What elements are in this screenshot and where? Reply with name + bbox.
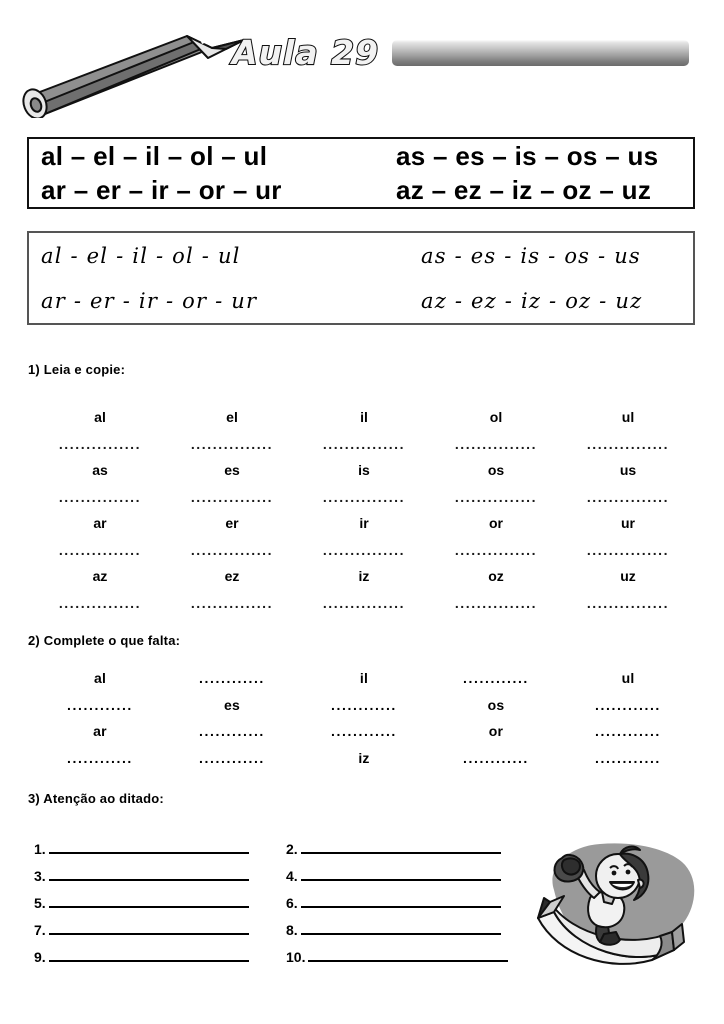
dictation-answer-line[interactable] [301,919,501,935]
syllable-cell: al [94,409,106,426]
blank-cell[interactable]: ............ [595,749,661,766]
dictation-answer-line[interactable] [49,838,249,854]
dictation-answer-line[interactable] [301,892,501,908]
dotted-copy-line[interactable]: ............... [454,594,538,611]
syllable-cell: oz [488,568,504,585]
syllable-cell: al [93,670,107,687]
dotted-copy-line[interactable]: ............... [190,488,274,505]
syllable-row [34,404,694,431]
print-syllables-left: al – el – il – ol – ul [41,140,268,171]
exercise2-title: 2) Complete o que falta: [28,633,181,648]
exercise2-grid [34,665,694,771]
blank-cell[interactable]: ............ [331,696,397,713]
syllable-cell: ul [621,670,635,687]
syllable-row [34,563,694,590]
syllable-cell: os [487,696,505,713]
syllable-cell: es [224,696,240,713]
syllable-cell: iz [358,568,370,585]
dotted-copy-line[interactable]: ............... [322,488,406,505]
blank-cell[interactable]: ............ [199,670,265,687]
dotted-copy-line[interactable]: ............... [454,435,538,452]
syllable-cell: er [225,515,239,532]
dictation-item [34,865,286,884]
blank-cell[interactable]: ............ [331,723,397,740]
dotted-copy-line[interactable]: ............... [58,594,142,611]
dictation-number: 6. [286,895,298,911]
dotted-copy-line[interactable]: ............... [454,541,538,558]
dictation-item [34,919,286,938]
dotted-copy-line[interactable]: ............... [322,541,406,558]
cursive-syllables-right: as - es - is - os - us [421,243,641,268]
dictation-number: 3. [34,868,46,884]
dictation-list [34,838,524,973]
dictation-item [286,865,524,884]
dotted-copy-line[interactable]: ............... [58,541,142,558]
dictation-item [286,892,524,911]
dictation-number: 7. [34,922,46,938]
copy-line-row [34,431,694,458]
copy-line-row [34,590,694,617]
complete-row [34,718,694,745]
dictation-answer-line[interactable] [301,865,501,881]
dotted-copy-line[interactable]: ............... [586,488,670,505]
syllable-cell: ul [621,409,635,426]
blank-cell[interactable]: ............ [67,749,133,766]
dictation-number: 5. [34,895,46,911]
header-gradient-bar [392,40,689,66]
dictation-answer-line[interactable] [301,838,501,854]
syllable-row [34,457,694,484]
dictation-number: 9. [34,949,46,965]
dotted-copy-line[interactable]: ............... [322,594,406,611]
dotted-copy-line[interactable]: ............... [58,488,142,505]
complete-row [34,745,694,772]
syllable-cell: uz [620,568,636,585]
dictation-answer-line[interactable] [49,919,249,935]
dictation-row [34,919,524,946]
syllable-cell: az [92,568,108,585]
dictation-item [286,946,524,965]
exercise1-title: 1) Leia e copie: [28,362,126,377]
dotted-copy-line[interactable]: ............... [586,435,670,452]
dictation-number: 1. [34,841,46,857]
dotted-copy-line[interactable]: ............... [322,435,406,452]
print-syllables-right: as – es – is – os – us [396,140,659,171]
syllable-cell: ol [489,409,503,426]
syllable-cell: os [487,462,505,479]
syllable-cell: il [360,409,368,426]
dictation-row [34,946,524,973]
cursive-syllables-left: al - el - il - ol - ul [41,243,241,268]
dotted-copy-line[interactable]: ............... [190,594,274,611]
complete-row [34,692,694,719]
cursive-syllable-row [29,278,693,323]
page-header [0,0,724,125]
exercise3-title: 3) Atenção ao ditado: [28,791,164,806]
print-syllables-left: ar – er – ir – or – ur [41,174,282,205]
blank-cell[interactable]: ............ [463,749,529,766]
dictation-row [34,838,524,865]
dictation-row [34,892,524,919]
dictation-answer-line[interactable] [49,865,249,881]
dotted-copy-line[interactable]: ............... [190,541,274,558]
syllable-cell: iz [358,749,370,766]
blank-cell[interactable]: ............ [463,670,529,687]
copy-line-row [34,484,694,511]
cursive-syllable-row [29,233,693,278]
syllable-cell: or [488,723,504,740]
syllable-cell: us [619,462,637,479]
syllable-cell: ez [224,568,240,585]
syllable-cell: ir [359,515,369,532]
blank-cell[interactable]: ............ [595,723,661,740]
dictation-answer-line[interactable] [308,946,508,962]
dictation-item [34,838,286,857]
print-syllables-right: az – ez – iz – oz – uz [396,174,652,205]
blank-cell[interactable]: ............ [199,723,265,740]
syllable-row [34,510,694,537]
page-title [228,26,398,78]
syllable-cell: as [92,462,108,479]
dotted-copy-line[interactable]: ............... [58,435,142,452]
syllable-cell: es [224,462,240,479]
dictation-item [34,892,286,911]
complete-row [34,665,694,692]
page-title-text: Aula 29 [232,33,380,72]
dotted-copy-line[interactable]: ............... [190,435,274,452]
blank-cell[interactable]: ............ [595,696,661,713]
dotted-copy-line[interactable]: ............... [586,594,670,611]
dictation-number: 4. [286,868,298,884]
syllable-cell: ar [93,515,107,532]
dictation-answer-line[interactable] [49,892,249,908]
print-syllables-box [27,137,695,209]
cursive-syllables-box [27,231,695,325]
syllable-cell: el [226,409,238,426]
syllable-cell: il [359,670,369,687]
dictation-number: 8. [286,922,298,938]
dictation-item [286,838,524,857]
dictation-row [34,865,524,892]
print-syllable-row [29,173,693,207]
print-syllable-row [29,139,693,173]
blank-cell[interactable]: ............ [67,696,133,713]
syllable-cell: is [358,462,370,479]
dictation-number: 2. [286,841,298,857]
syllable-cell: ur [621,515,635,532]
dotted-copy-line[interactable]: ............... [586,541,670,558]
dictation-answer-line[interactable] [49,946,249,962]
cursive-syllables-right: az - ez - iz - oz - uz [421,288,643,313]
copy-line-row [34,537,694,564]
dictation-item [34,946,286,965]
dictation-number: 10. [286,949,306,965]
exercise1-grid [34,404,694,616]
dotted-copy-line[interactable]: ............... [454,488,538,505]
dictation-item [286,919,524,938]
syllable-cell: ar [93,723,107,740]
cursive-syllables-left: ar - er - ir - or - ur [41,288,258,313]
blank-cell[interactable]: ............ [199,749,265,766]
boy-riding-pencil-illustration [524,832,710,978]
syllable-cell: or [489,515,503,532]
pencil-illustration [12,28,262,118]
